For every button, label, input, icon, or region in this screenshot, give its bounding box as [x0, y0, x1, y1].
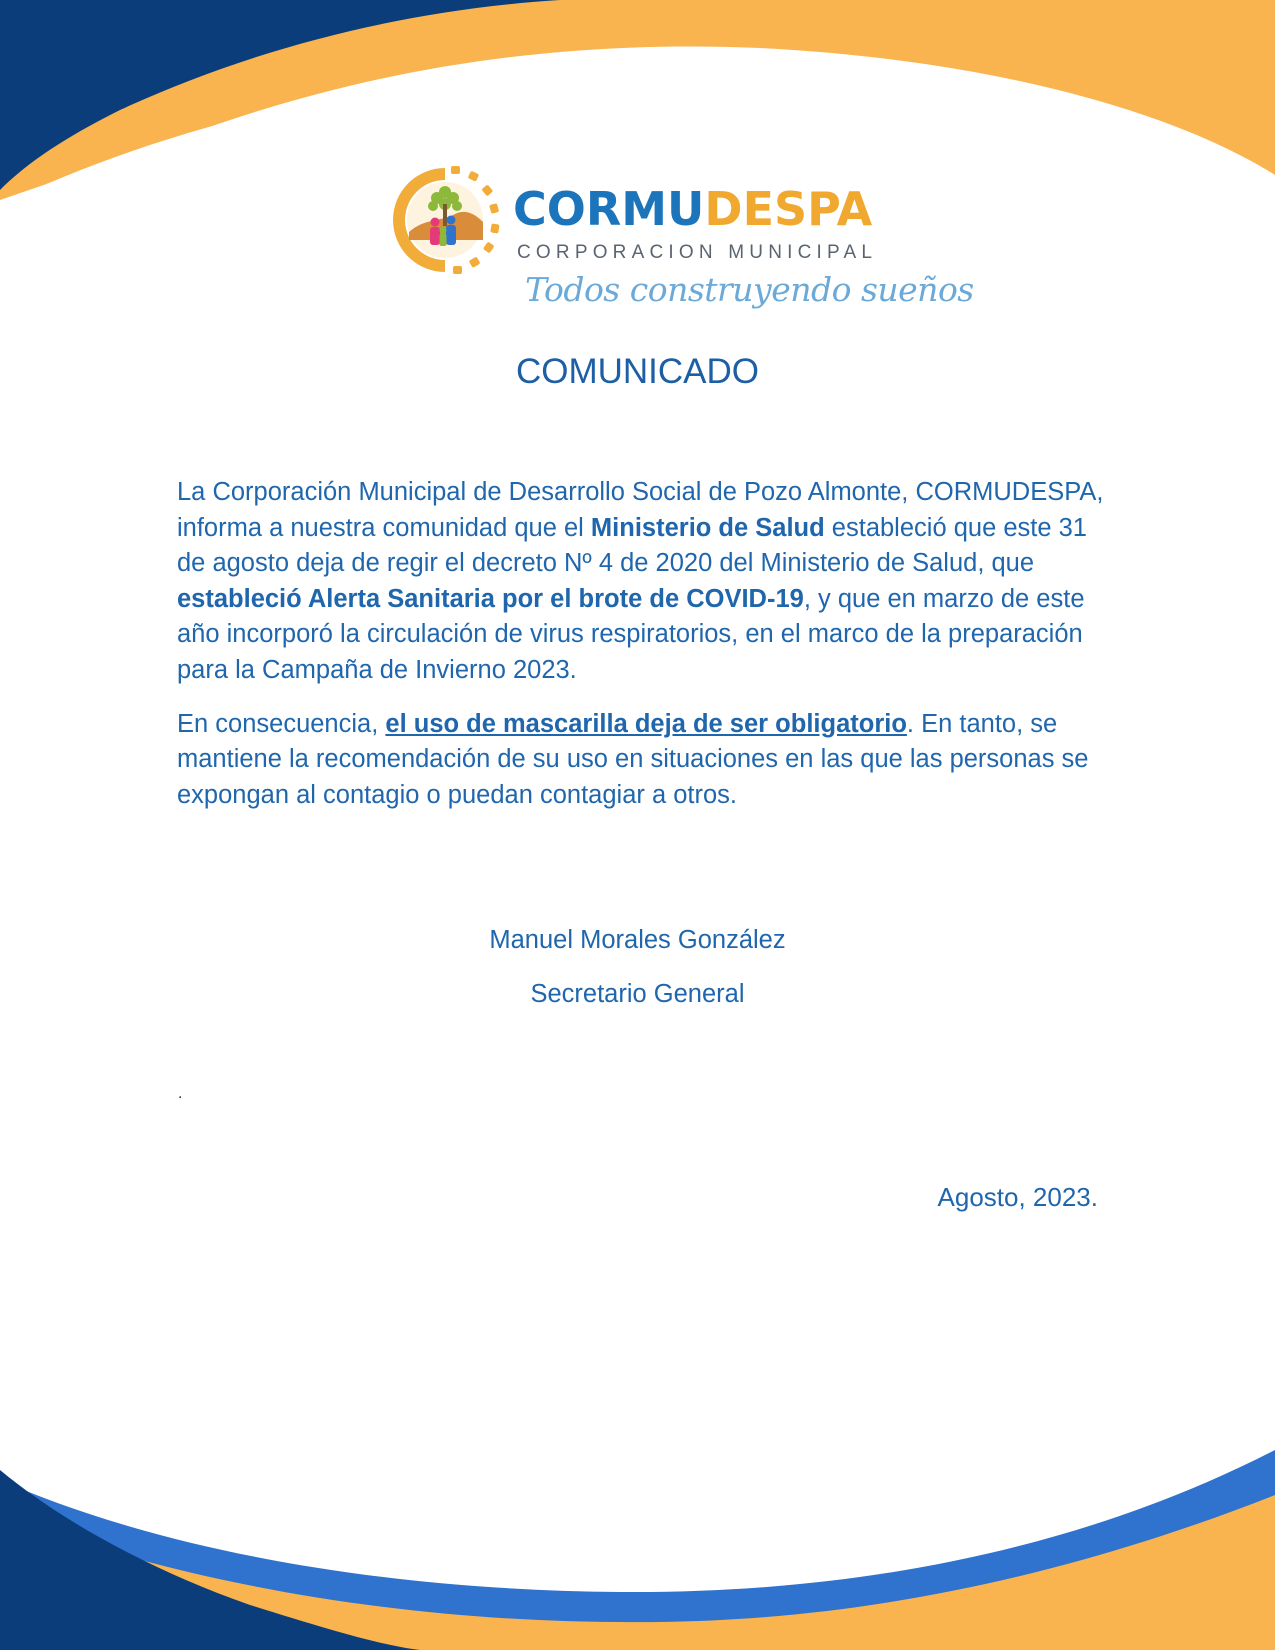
p1-text-3: , y que en marzo de este año incorporó la circulación de virus respiratorios, en el marco de la preparación para la Campaña de Invierno 2023. [177, 584, 1085, 684]
paragraph-1 [177, 475, 1107, 689]
logo-wordmark-part2: DESPA [704, 182, 873, 236]
p1-bold-2: estableció Alerta Sanitaria por el brote de COVID-19 [177, 584, 804, 613]
sun-tree-family-emblem-icon [385, 160, 505, 280]
logo-slogan: Todos construyendo sueños [525, 270, 974, 309]
logo-wordmark-part1: CORMU [513, 182, 705, 236]
bottom-decorative-waves [0, 1440, 1275, 1650]
stray-mark: . [178, 1085, 183, 1102]
logo-subtitle: CORPORACION MUNICIPAL [517, 242, 878, 263]
page-title: COMUNICADO [515, 352, 760, 391]
paragraph-2 [177, 707, 1107, 814]
document-date: Agosto, 2023. [937, 1182, 1098, 1212]
cormudespa-logo [385, 160, 974, 320]
p1-text-2: estableció que este 31 de agosto deja de regir el decreto Nº 4 de 2020 del Ministerio de Salud, que [177, 513, 1087, 578]
communique-body [177, 475, 1107, 831]
p2-text-1: En consecuencia, [177, 709, 386, 738]
p1-text-1: La Corporación Municipal de Desarrollo Social de Pozo Almonte, CORMUDESPA, informa a nuestra comunidad que el [177, 478, 1104, 542]
p2-bold-underlined: el uso de mascarilla deja de ser obligatorio [385, 709, 907, 738]
p2-text-2: . En tanto, se mantiene la recomendación de su uso en situaciones en las que las personas se expongan al contagio o puedan contagiar a otros. [177, 709, 1089, 809]
signatory-name: Manuel Morales González [489, 926, 786, 954]
p1-bold-1: Ministerio de Salud [590, 513, 825, 542]
logo-wordmark [513, 182, 873, 236]
signatory-role: Secretario General [530, 980, 745, 1008]
